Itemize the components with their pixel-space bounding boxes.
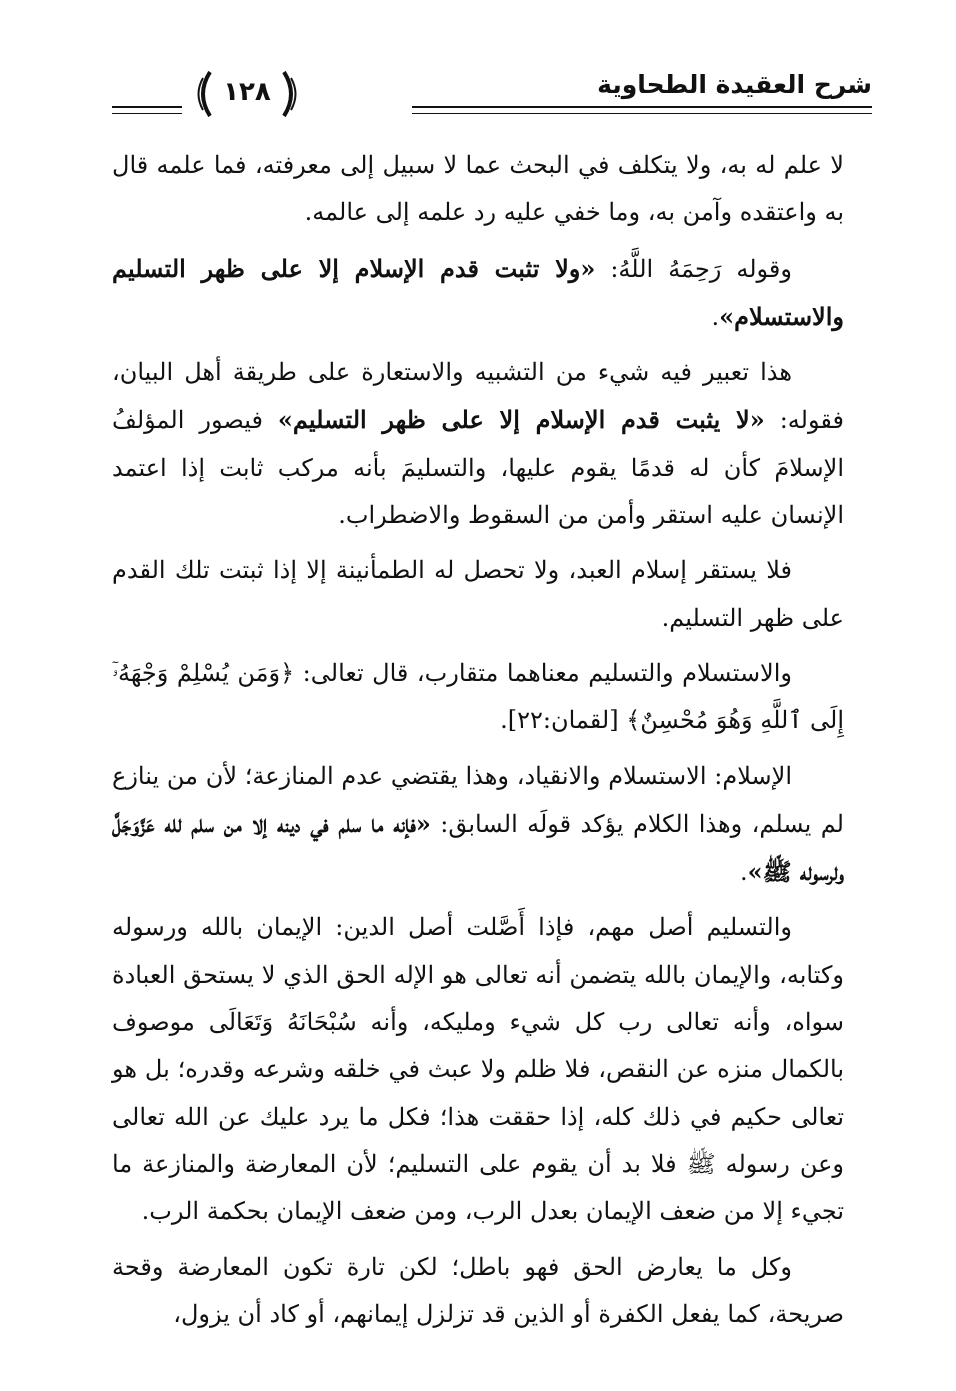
- text-segment: وكل ما يعارض الحق فهو باطل؛ لكن تارة تكون المعارضة وقحة صريحة، كما يفعل الكفرة أو الذين قد تزلزل إيمانهم، أو كاد أن يزول،: [112, 1252, 844, 1328]
- header-rule-right-thin: [412, 113, 872, 114]
- quoted-text-bold: «لا يثبت قدم الإسلام إلا على ظهر التسليم»: [277, 405, 765, 435]
- body-text: [112, 142, 844, 1346]
- text-segment: فيصور المؤلفُ الإسلامَ كأن له قدمًا يقوم عليها، والتسليمَ بأنه مركب ثابت إذا اعتمد الإنسان عليه استقر وأمن من السقوط والاضطراب.: [112, 406, 844, 530]
- text-segment: لا علم له به، ولا يتكلف في البحث عما لا سبيل إلى معرفته، فما علمه قال به واعتقده وآمن به، وما خفي عليه رد علمه إلى عالمه.: [112, 151, 844, 227]
- page-number-badge: [192, 68, 302, 120]
- paragraph: [112, 753, 844, 897]
- page-number: ١٢٨: [223, 77, 271, 107]
- paragraph: [112, 349, 844, 539]
- header-rule-right-thick: [412, 106, 872, 108]
- paragraph: [112, 245, 844, 342]
- paragraph: [112, 547, 844, 642]
- text-segment: وقوله رَحِمَهُ اللَّهُ:: [595, 254, 792, 283]
- text-segment: والاستسلام والتسليم معناهما متقارب، قال تعالى: ﴿وَمَن يُسْلِمْ وَجْهَهُۥٓ إِلَى ٱللَّهِ وَهُوَ مُحْسِنٌ﴾ [لقمان:٢٢].: [112, 658, 844, 735]
- paragraph: [112, 1244, 844, 1339]
- text-segment: الإسلام: الاستسلام والانقياد، وهذا يقتضي عدم المنازعة؛ لأن من ينازع لم يسلم، وهذا الكلام يؤكد قولَه السابق:: [112, 761, 844, 838]
- header-rule-left-thin: [112, 113, 182, 114]
- quoted-text-bold: «ولا تثبت قدم الإسلام إلا على ظهر التسليم والاستسلام»: [112, 253, 844, 331]
- text-segment: والتسليم أصل مهم، فإذا أَصَّلت أصل الدين: الإيمان بالله ورسوله وكتابه، والإيمان بالله يتضمن أنه تعالى هو الإله الحق الذي لا يستحق العبادة سواه، وأنه تعالى رب كل شيء ومليكه، وأنه سُبْحَانَهُ وَتَعَالَى موصوف بالكمال منزه عن النقص، فلا ظلم ولا عبث في خلقه وشرعه وقدره؛ بل هو تعالى حكيم في ذلك كله، إذا حققت هذا؛ فكل ما يرد عليك عن الله تعالى وعن رسوله ﷺ فلا بد أن يقوم على التسليم؛ لأن المعارضة والمنازعة ما تجيء إلا من ضعف الإيمان بعدل الرب، ومن ضعف الإيمان بحكمة الرب.: [112, 913, 845, 1226]
- paragraph: [112, 904, 844, 1235]
- paragraph: [112, 142, 844, 237]
- quoted-text-bold: «فإنه ما سلم في دينه إلا من سلم لله عَزَّوَجَلَّ ولرسوله ﷺ»: [112, 808, 844, 887]
- paragraph: [112, 650, 844, 745]
- header-rule-left-thick: [112, 106, 182, 108]
- text-segment: هذا تعبير فيه شيء من التشبيه والاستعارة على طريقة أهل البيان، فقوله:: [112, 358, 844, 435]
- running-book-title: شرح العقيدة الطحاوية: [597, 70, 872, 99]
- text-segment: .: [739, 858, 748, 887]
- page-header: [112, 62, 872, 128]
- text-segment: .: [711, 302, 720, 331]
- text-segment: فلا يستقر إسلام العبد، ولا تحصل له الطمأنينة إلا إذا ثبتت تلك القدم على ظهر التسليم.: [112, 556, 844, 632]
